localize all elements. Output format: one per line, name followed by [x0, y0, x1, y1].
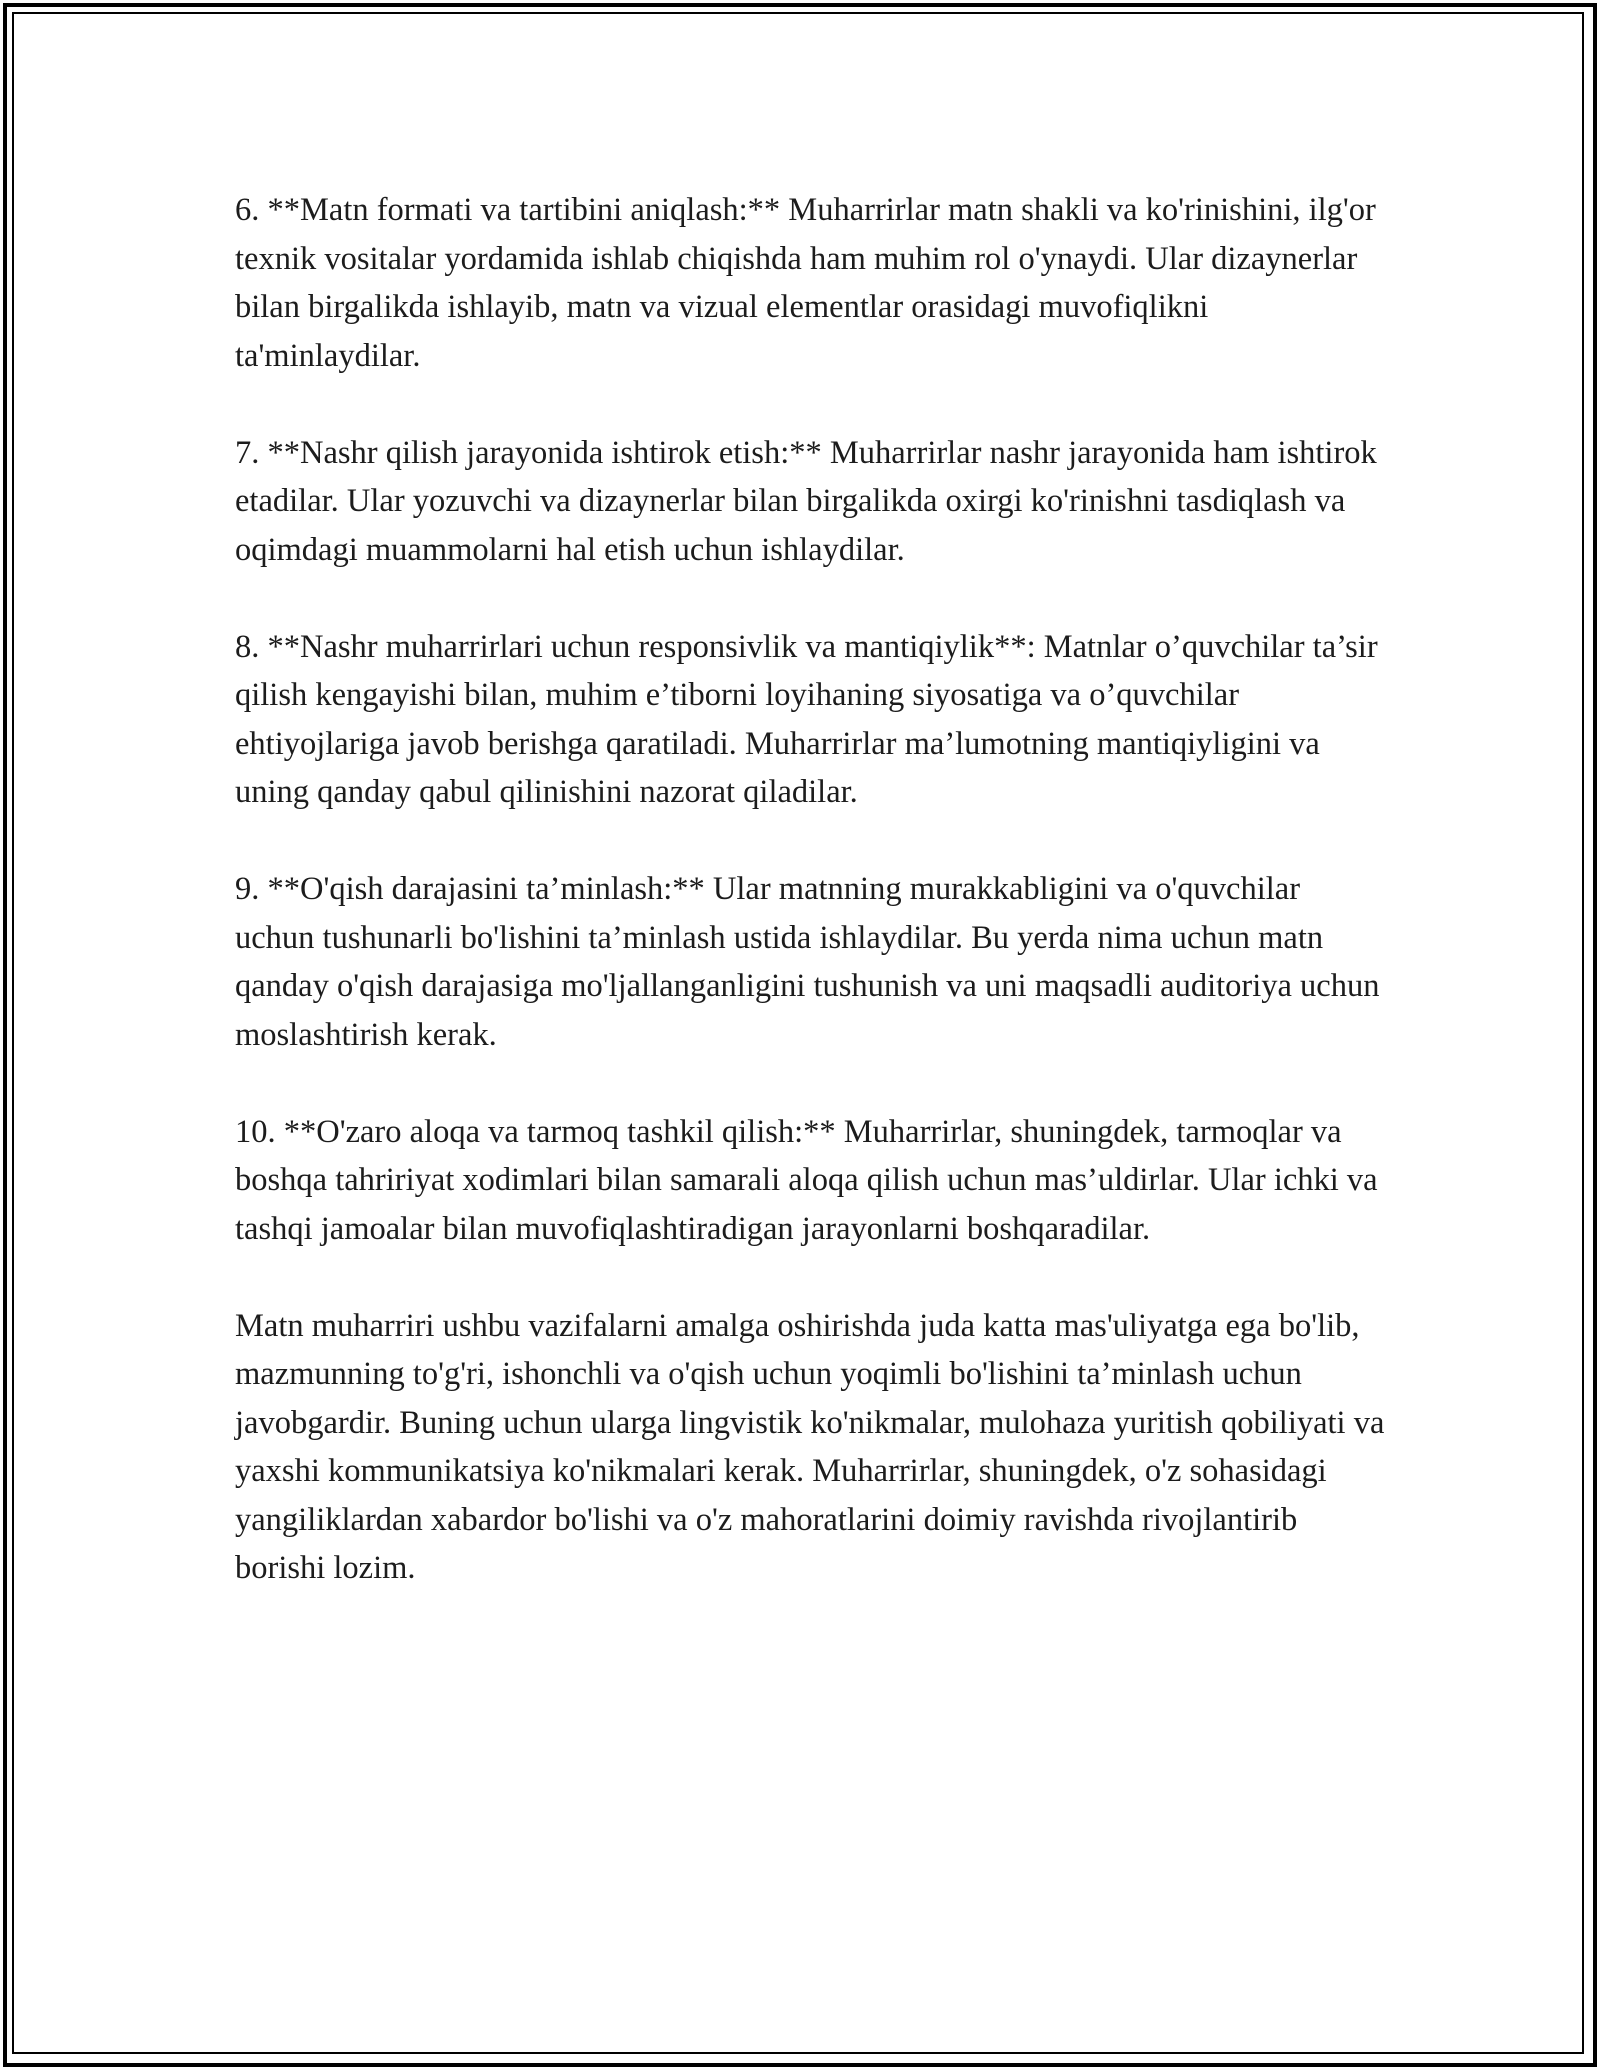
- paragraph-item-8: 8. **Nashr muharrirlari uchun responsivlik va mantiqiylik**: Matnlar o’quvchilar ta’sir qilish kengayishi bilan, muhim e’tiborni loyihaning siyosatiga va o’quvchilar ehtiyojlariga javob berishga qaratiladi. Muharrirlar ma’lumotning mantiqiyligini va uning qanday qabul qilinishini nazorat qiladilar.: [235, 628, 1378, 810]
- paragraph-item-10: 10. **O'zaro aloqa va tarmoq tashkil qilish:** Muharrirlar, shuningdek, tarmoqlar va boshqa tahririyat xodimlari bilan samarali aloqa qilish uchun mas’uldirlar. Ular ichki va tashqi jamoalar bilan muvofiqlashtiradigan jarayonlarni boshqaradilar.: [235, 1113, 1378, 1247]
- paragraph-item-7: 7. **Nashr qilish jarayonida ishtirok etish:** Muharrirlar nashr jarayonida ham ishtirok etadilar. Ular yozuvchi va dizaynerlar bilan birgalikda oxirgi ko'rinishni tasdiqlash va oqimdagi muammolarni hal etish uchun ishlaydilar.: [235, 434, 1377, 568]
- document-body: [235, 186, 1385, 1593]
- paragraph-conclusion: Matn muharriri ushbu vazifalarni amalga oshirishda juda katta mas'uliyatga ega bo'lib, mazmunning to'g'ri, ishonchli va o'qish uchun yoqimli bo'lishini ta’minlash uchun javobgardir. Buning uchun ularga lingvistik ko'nikmalar, mulohaza yuritish qobiliyati va yaxshi kommunikatsiya ko'nikmalari kerak. Muharrirlar, shuningdek, o'z sohasidagi yangiliklardan xabardor bo'lishi va o'z mahoratlarini doimiy ravishda rivojlantirib borishi lozim.: [235, 1307, 1385, 1586]
- paragraph-item-9: 9. **O'qish darajasini ta’minlash:** Ular matnning murakkabligini va o'quvchilar uchun tushunarli bo'lishini ta’minlash ustida ishlaydilar. Bu yerda nima uchun matn qanday o'qish darajasiga mo'ljallanganligini tushunish va uni maqsadli auditoriya uchun moslashtirish kerak.: [235, 871, 1380, 1053]
- paragraph-item-6: 6. **Matn formati va tartibini aniqlash:** Muharrirlar matn shakli va ko'rinishini, ilg'or texnik vositalar yordamida ishlab chiqishda ham muhim rol o'ynaydi. Ular dizaynerlar bilan birgalikda ishlayib, matn va vizual elementlar orasidagi muvofiqlikni ta'minlaydilar.: [235, 192, 1376, 374]
